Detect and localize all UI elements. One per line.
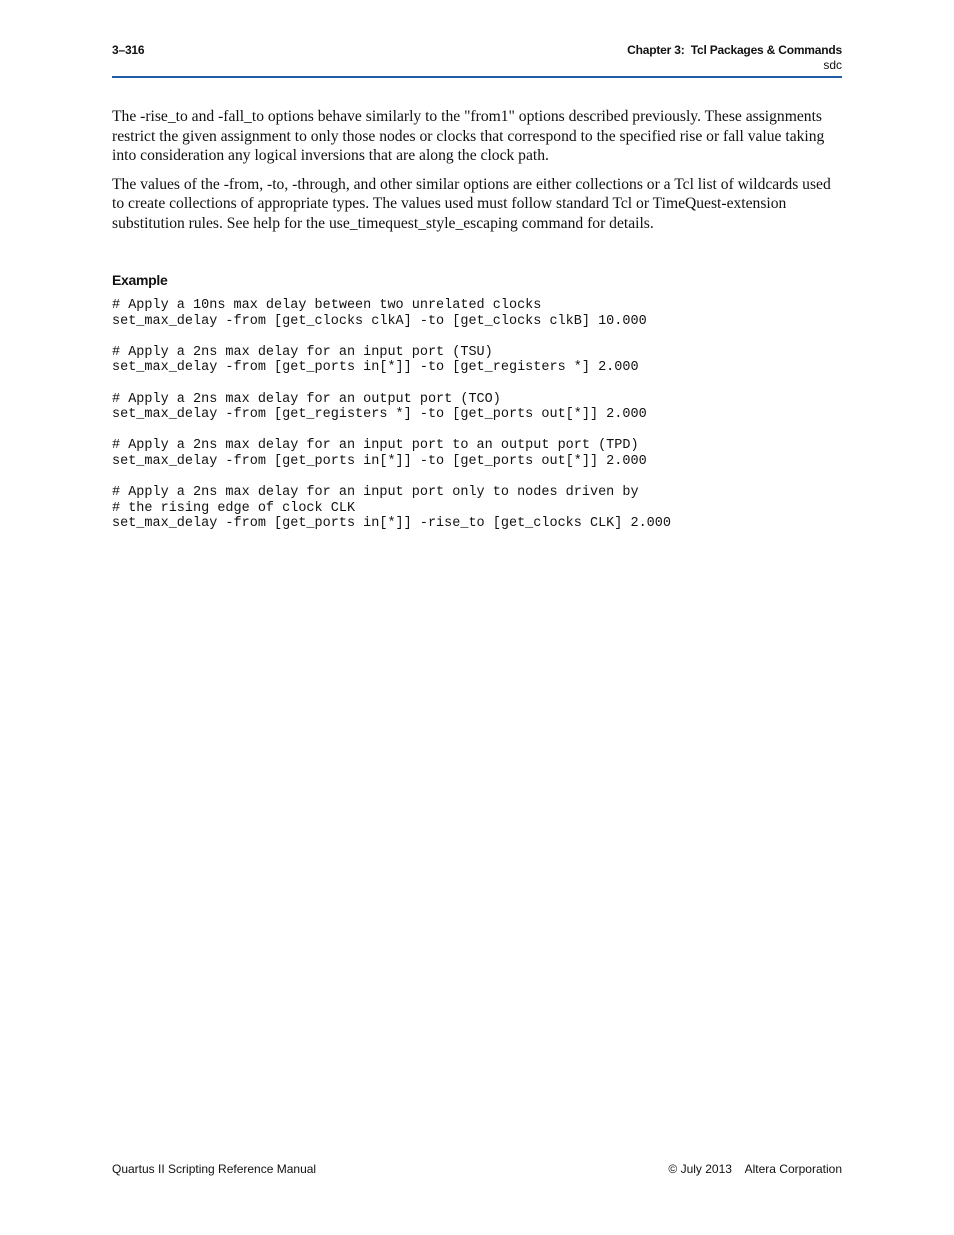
code-line: # Apply a 10ns max delay between two unrelated clocks [112, 298, 542, 313]
paragraph-option-values: The values of the -from, -to, -through, and other similar options are either collections or a Tcl list of wildcards used to create collections of appropriate types. The values used must follow standard Tcl or TimeQuest-extension substitution rules. See help for the use_timequest_style_escaping command for details. [112, 175, 831, 232]
code-line: # Apply a 2ns max delay for an input port to an output port (TPD) [112, 438, 639, 454]
page-header [112, 42, 842, 78]
code-line: # Apply a 2ns max delay for an output port (TCO) [112, 391, 501, 407]
footer-manual-title: Quartus II Scripting Reference Manual [112, 1162, 317, 1176]
chapter-title: Chapter 3: Tcl Packages & Commands [627, 43, 842, 57]
section-name: sdc [823, 58, 842, 72]
code-line [112, 423, 671, 439]
example-heading: Example [112, 272, 168, 288]
code-line: set_max_delay -from [get_ports in[*]] -to [get_ports out[*]] 2.000 [112, 453, 647, 469]
code-line [112, 470, 671, 486]
paragraph-rise-fall: The -rise_to and -fall_to options behave similarly to the "from1" options described previously. These assignments restrict the given assignment to only those nodes or clocks that correspond to the specified rise or fall value taking into consideration any logical inversions that are along the clock path. [112, 108, 825, 164]
code-block [112, 298, 671, 532]
code-line [112, 376, 671, 392]
code-line: set_max_delay -from [get_registers *] -to [get_ports out[*]] 2.000 [112, 407, 647, 423]
code-line [112, 329, 671, 345]
code-line: # Apply a 2ns max delay for an input port (TSU) [112, 344, 493, 360]
code-line: set_max_delay -from [get_ports in[*]] -to [get_registers *] 2.000 [112, 360, 639, 376]
code-line: # the rising edge of clock CLK [112, 500, 356, 516]
code-line: set_max_delay -from [get_clocks clkA] -to [get_clocks clkB] 10.000 [112, 313, 647, 329]
header-rule [112, 76, 842, 78]
code-line: # Apply a 2ns max delay for an input port only to nodes driven by [112, 485, 639, 501]
page-number: 3–316 [112, 43, 145, 57]
code-line: set_max_delay -from [get_ports in[*]] -rise_to [get_clocks CLK] 2.000 [112, 516, 671, 532]
body-text [112, 107, 842, 242]
footer-copyright: © July 2013 Altera Corporation [668, 1162, 842, 1176]
